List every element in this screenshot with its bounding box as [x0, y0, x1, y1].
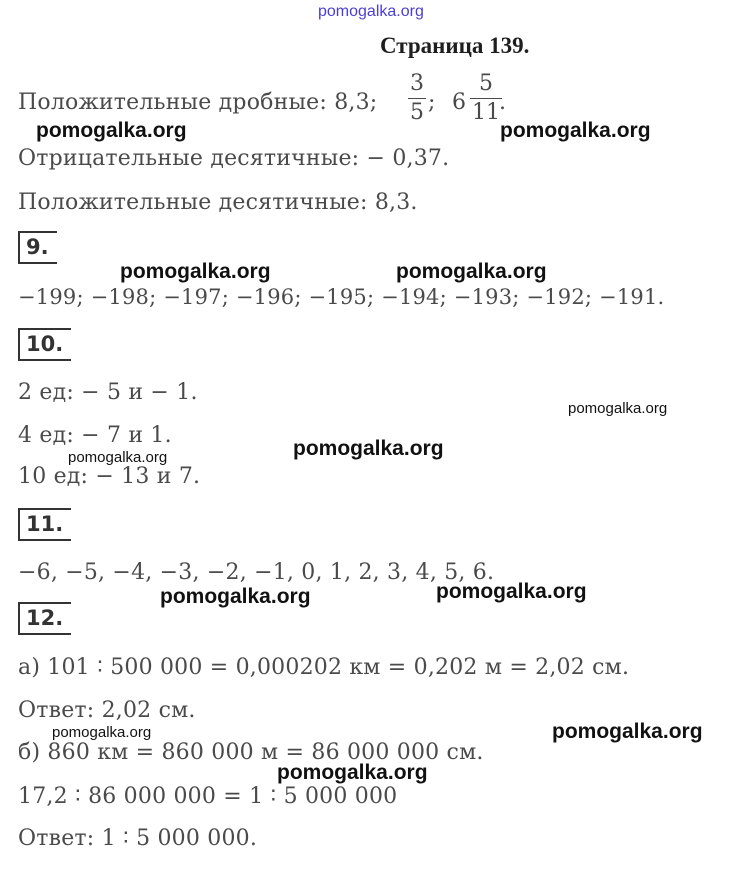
watermark: pomogalka.org: [160, 585, 311, 608]
task-12-part-b-calc: 17,2 ∶ 86 000 000 = 1 ∶ 5 000 000: [18, 784, 398, 809]
denominator: 11: [472, 100, 500, 125]
numerator: 5: [479, 71, 493, 96]
task-12-part-a-answer: Ответ: 2,02 см.: [18, 698, 196, 723]
task-10-line-3: 10 ед: − 13 и 7.: [18, 464, 201, 489]
task-11-number: 11.: [18, 508, 71, 541]
watermark-top: pomogalka.org: [318, 3, 424, 20]
mixed-whole: 6: [452, 90, 467, 115]
watermark: pomogalka.org: [36, 119, 187, 142]
denominator: 5: [410, 100, 424, 125]
watermark: pomogalka.org: [568, 400, 668, 417]
positive-decimals-line: Положительные десятичные: 8,3.: [18, 190, 418, 215]
watermark: pomogalka.org: [436, 580, 587, 603]
task-9-number: 9.: [18, 231, 57, 264]
task-12-part-b: б) 860 км = 860 000 м = 86 000 000 см.: [18, 740, 484, 765]
task-12-part-b-answer: Ответ: 1 ∶ 5 000 000.: [18, 826, 258, 851]
task-11-answer: −6, −5, −4, −3, −2, −1, 0, 1, 2, 3, 4, 5, 6.: [18, 560, 495, 585]
watermark: pomogalka.org: [52, 724, 152, 741]
task-9-answer: −199; −198; −197; −196; −195; −194; −193; −192; −191.: [18, 285, 665, 309]
task-10-line-1: 2 ед: − 5 и − 1.: [18, 380, 198, 405]
watermark: pomogalka.org: [293, 437, 444, 460]
watermark: pomogalka.org: [120, 260, 271, 283]
numerator: 3: [410, 71, 424, 96]
watermark: pomogalka.org: [68, 449, 168, 466]
task-12-number: 12.: [18, 602, 71, 635]
watermark: pomogalka.org: [277, 761, 428, 784]
separator: ;: [428, 90, 436, 115]
line-end: .: [499, 90, 507, 115]
task-10-line-2: 4 ед: − 7 и 1.: [18, 423, 172, 448]
watermark: pomogalka.org: [500, 119, 651, 142]
task-10-number: 10.: [18, 328, 71, 361]
fraction-three-fifths: [408, 73, 426, 124]
positive-fractions-line: Положительные дробные: 8,3;: [18, 90, 378, 115]
watermark: pomogalka.org: [396, 260, 547, 283]
page-title: Страница 139.: [380, 33, 530, 58]
watermark: pomogalka.org: [552, 720, 703, 743]
task-12-part-a: а) 101 ∶ 500 000 = 0,000202 км = 0,202 м = 2,02 см.: [18, 655, 630, 680]
negative-decimals-line: Отрицательные десятичные: − 0,37.: [18, 146, 450, 171]
fraction-five-elevenths: [470, 73, 502, 124]
